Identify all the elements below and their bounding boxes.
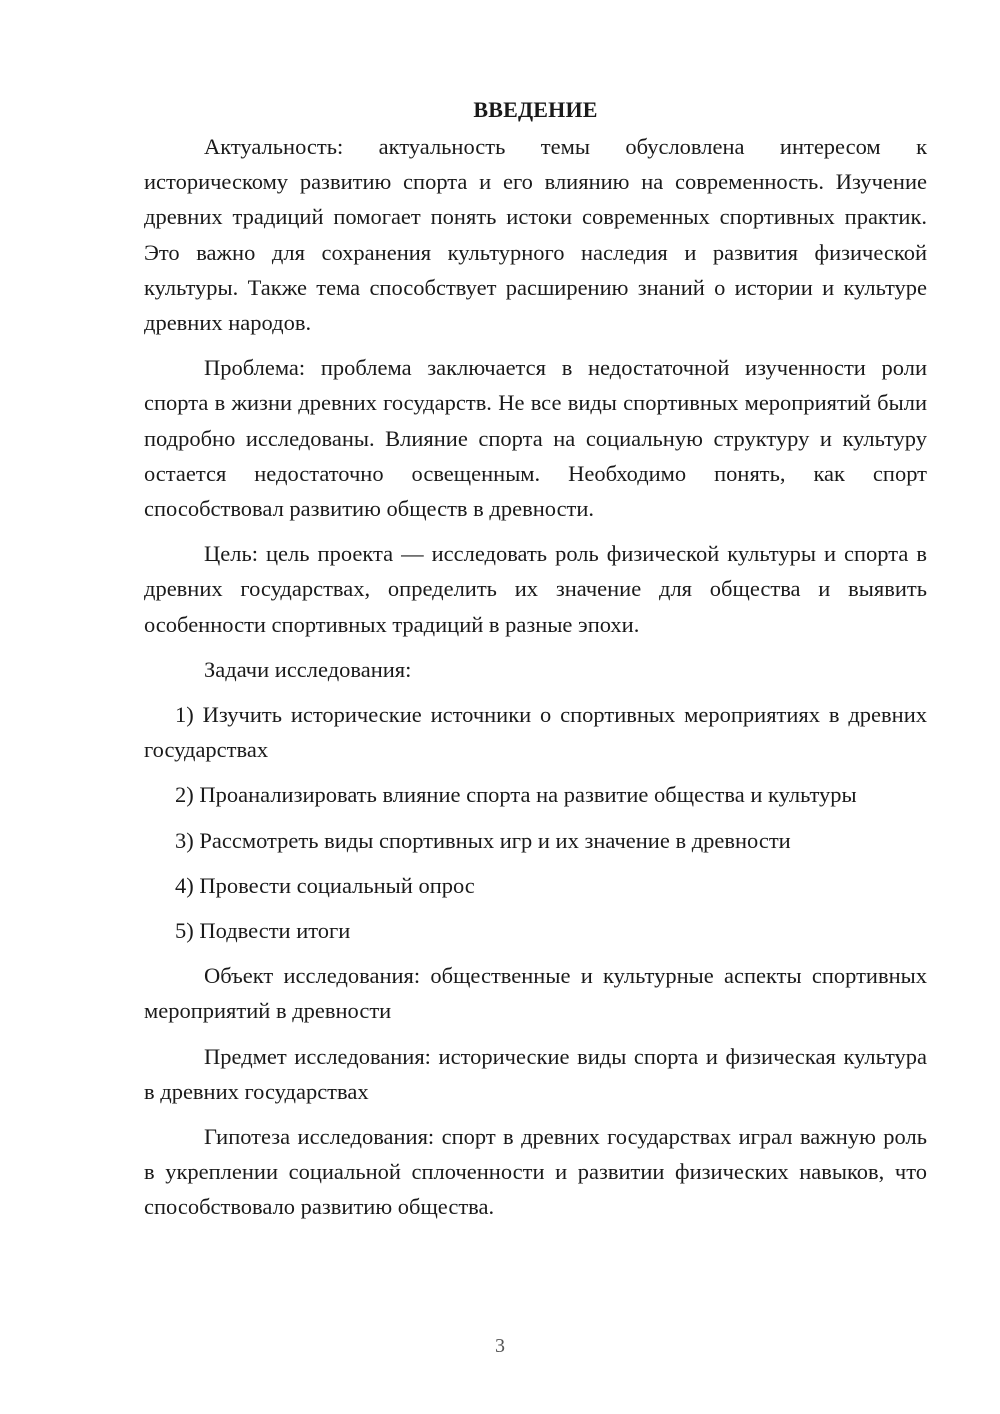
page-content: [144, 92, 927, 1235]
paragraph-goal: Цель: цель проекта — исследовать роль физической культуры и спорта в древних государствах, определить их значение для общества и выявить особенности спортивных традиций в разные эпохи.: [144, 541, 927, 637]
task-item-2: 2) Проанализировать влияние спорта на развитие общества и культуры: [175, 782, 857, 808]
task-item-4: 4) Провести социальный опрос: [175, 872, 475, 898]
paragraph-relevance: Актуальность: актуальность темы обусловлена интересом к историческому развитию спорта и его влиянию на современность. Изучение древних традиций помогает понять истоки современных спортивных практик. Это важно для сохранения культурного наследия и развития физической культуры. Также тема способствует расширению знаний о истории и культуре древних народов.: [144, 134, 927, 336]
paragraph-subject: Предмет исследования: исторические виды спорта и физическая культура в древних государствах: [144, 1043, 927, 1104]
paragraph-problem: Проблема: проблема заключается в недостаточной изученности роли спорта в жизни древних государств. Не все виды спортивных мероприятий были подробно исследованы. Влияние спорта на социальную структуру и культуру остается недостаточно освещенным. Необходимо понять, как спорт способствовал развитию обществ в древности.: [144, 355, 927, 522]
page-number: 3: [495, 1335, 505, 1357]
paragraph-object: Объект исследования: общественные и культурные аспекты спортивных мероприятий в древности: [144, 963, 927, 1024]
page-title: ВВЕДЕНИЕ: [473, 97, 598, 122]
task-item-1: 1) Изучить исторические источники о спортивных мероприятиях в древних государствах: [144, 702, 927, 763]
task-item-3: 3) Рассмотреть виды спортивных игр и их значение в древности: [175, 827, 791, 853]
paragraph-tasks-heading: Задачи исследования:: [204, 656, 412, 682]
task-item-5: 5) Подвести итоги: [175, 918, 351, 944]
paragraph-hypothesis: Гипотеза исследования: спорт в древних государствах играл важную роль в укреплении социальной сплоченности и развитии физических навыков, что способствовало развитию общества.: [144, 1124, 927, 1220]
